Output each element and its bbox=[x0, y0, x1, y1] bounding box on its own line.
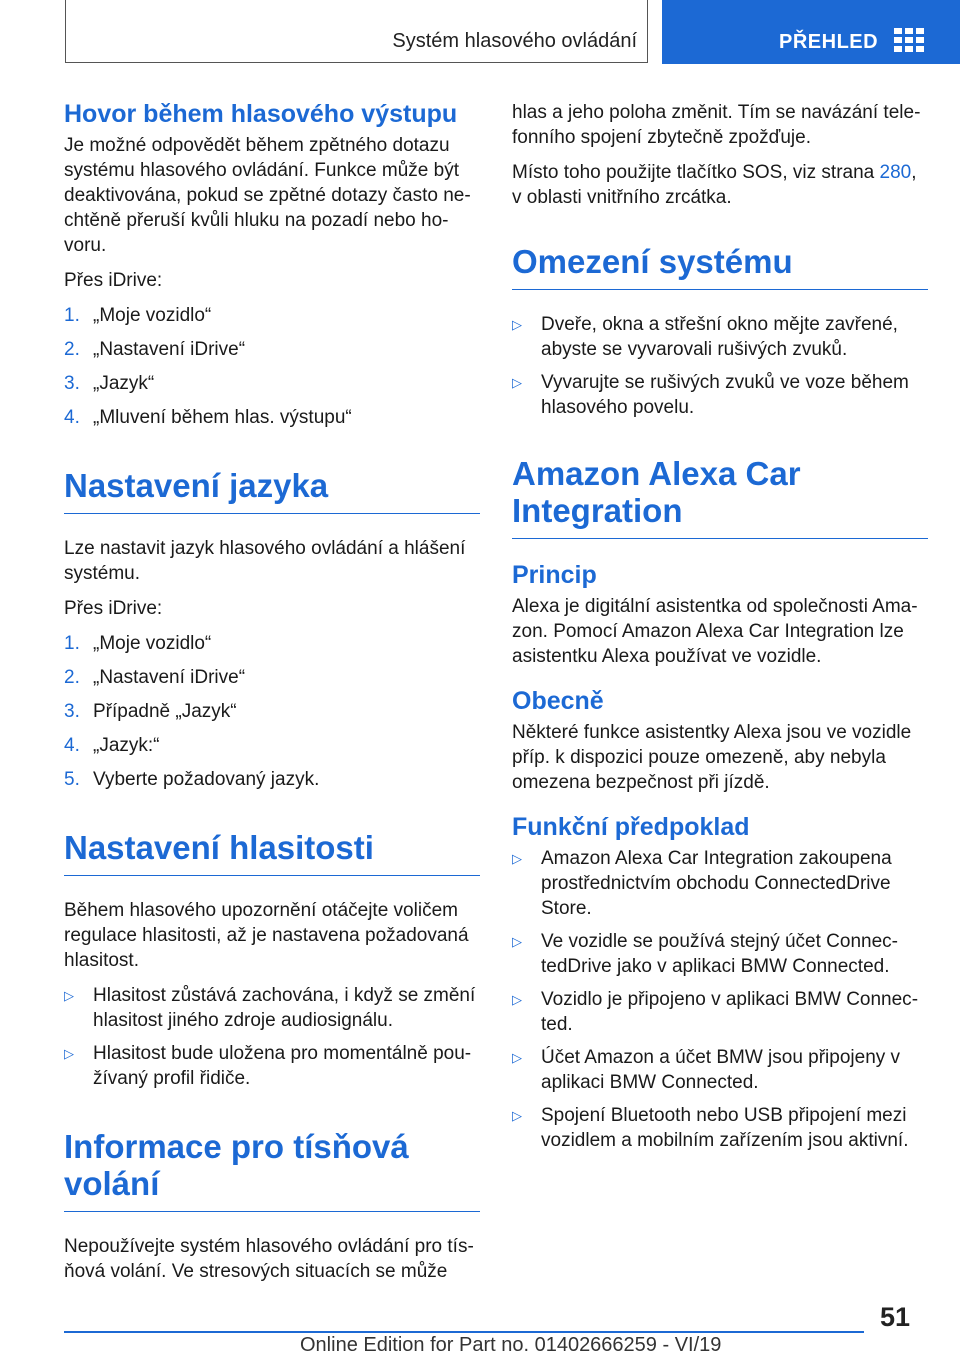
list-item: ▷ Účet Amazon a účet BMW jsou připojeny v aplikaci BMW Connected. bbox=[512, 1046, 901, 1093]
section-heading-volume: Nastavení hlasitosti bbox=[64, 830, 480, 876]
paragraph: hlas a jeho poloha změnit. Tím se navázání telefonního spojení zbytečně zpožďuje. bbox=[512, 102, 921, 148]
list-item: 2. „Nastavení iDrive“ bbox=[64, 339, 246, 360]
subheading-princip: Princip bbox=[512, 560, 597, 589]
via-idrive-label: Přes iDrive: bbox=[64, 597, 163, 619]
paragraph: Místo toho použijte tlačítko SOS, viz strana 280, v oblasti vnitřního zrcátka. bbox=[512, 162, 917, 208]
section-heading-voice-output: Hovor během hlasového výstupu bbox=[64, 100, 458, 128]
triangle-bullet-icon: ▷ bbox=[512, 316, 522, 332]
right-column bbox=[512, 100, 928, 1163]
grid-icon bbox=[894, 28, 924, 54]
footer-divider bbox=[64, 1331, 864, 1333]
list-item: 5. Vyberte požadovaný jazyk. bbox=[64, 768, 320, 790]
section-heading-language: Nastavení jazyka bbox=[64, 468, 480, 514]
triangle-bullet-icon: ▷ bbox=[512, 1049, 522, 1065]
paragraph: Alexa je digitální asistentka od společnosti Amazon. Pomocí Amazon Alexa Car Integration lze asistentku Alexa používat ve vozidle. bbox=[512, 595, 918, 667]
page-number: 51 bbox=[880, 1302, 911, 1332]
triangle-bullet-icon: ▷ bbox=[512, 1107, 522, 1123]
list-item: ▷ Hlasitost bude uložena pro momentálně používaný profil řidiče. bbox=[64, 1042, 472, 1089]
subheading-obecne: Obecně bbox=[512, 686, 604, 715]
list-item: ▷ Vyvarujte se rušivých zvuků ve voze během hlasového povelu. bbox=[512, 371, 909, 418]
list-item: 1. „Moje vozidlo“ bbox=[64, 632, 212, 654]
bullet-list bbox=[512, 846, 928, 1153]
list-item: ▷ Hlasitost zůstává zachována, i když se změní hlasitost jiného zdroje audiosignálu. bbox=[64, 984, 476, 1031]
list-item: 4. „Jazyk:“ bbox=[64, 734, 160, 756]
triangle-bullet-icon: ▷ bbox=[64, 987, 74, 1003]
list-item: 2. „Nastavení iDrive“ bbox=[64, 666, 246, 688]
list-item: ▷ Dveře, okna a střešní okno mějte zavřené, abyste se vyvarovali rušivých zvuků. bbox=[512, 313, 898, 360]
footer-edition: Online Edition for Part no. 01402666259 - VI/19 bbox=[300, 1334, 722, 1356]
triangle-bullet-icon: ▷ bbox=[512, 933, 522, 949]
list-item: ▷ Vozidlo je připojeno v aplikaci BMW Connected. bbox=[512, 988, 919, 1035]
list-item: 4. „Mluvení během hlas. výstupu“ bbox=[64, 407, 352, 428]
list-item: 1. „Moje vozidlo“ bbox=[64, 305, 212, 326]
triangle-bullet-icon: ▷ bbox=[512, 850, 522, 866]
overview-tab[interactable] bbox=[662, 0, 960, 64]
triangle-bullet-icon: ▷ bbox=[512, 374, 522, 390]
paragraph: Nepoužívejte systém hlasového ovládání pro tísňová volání. Ve stresových situacích se může bbox=[64, 1235, 474, 1282]
triangle-bullet-icon: ▷ bbox=[64, 1045, 74, 1061]
paragraph: Některé funkce asistentky Alexa jsou ve vozidle příp. k dispozici pouze omezeně, aby nebyla omezena bezpečnost při jízdě. bbox=[512, 721, 912, 793]
overview-label: PŘEHLED bbox=[779, 31, 879, 53]
paragraph: Lze nastavit jazyk hlasového ovládání a hlášení systému. bbox=[64, 537, 466, 584]
triangle-bullet-icon: ▷ bbox=[512, 991, 522, 1007]
via-idrive-label: Přes iDrive: bbox=[64, 270, 163, 291]
list-item: ▷ Spojení Bluetooth nebo USB připojení mezi vozidlem a mobilním zařízením jsou aktivní. bbox=[512, 1104, 909, 1151]
section-heading-limits: Omezení systému bbox=[512, 244, 928, 290]
steps-list bbox=[64, 303, 480, 430]
steps-list bbox=[64, 631, 480, 792]
subheading-prerequisites: Funkční předpoklad bbox=[512, 812, 750, 841]
page-reference-link[interactable]: 280 bbox=[879, 162, 912, 183]
list-item: 3. „Jazyk“ bbox=[64, 373, 155, 394]
chapter-title: Systém hlasového ovládání bbox=[392, 30, 637, 52]
bullet-list bbox=[512, 312, 928, 420]
section-heading-alexa: Amazon Alexa Car Integration bbox=[512, 456, 928, 539]
section-heading-emergency: Informace pro tísňová volání bbox=[64, 1129, 480, 1212]
list-item: ▷ Amazon Alexa Car Integration zakoupena prostřednictvím obchodu ConnectedDrive Store. bbox=[512, 847, 892, 919]
bullet-list bbox=[64, 983, 480, 1091]
paragraph: Během hlasového upozornění otáčejte voličem regulace hlasitosti, až je nastavena požadovaná hlasitost. bbox=[64, 899, 469, 971]
list-item: 3. Případně „Jazyk“ bbox=[64, 700, 237, 722]
left-column bbox=[64, 100, 480, 1294]
paragraph: Je možné odpovědět během zpětného dotazu systému hlasového ovládání. Funkce může být deaktivována, pokud se zpětné dotazy často nechtěně přeruší kvůli hluku na pozadí nebo hovoru. bbox=[64, 135, 471, 256]
list-item: ▷ Ve vozidle se používá stejný účet ConnectedDrive jako v aplikaci BMW Connected. bbox=[512, 930, 898, 977]
